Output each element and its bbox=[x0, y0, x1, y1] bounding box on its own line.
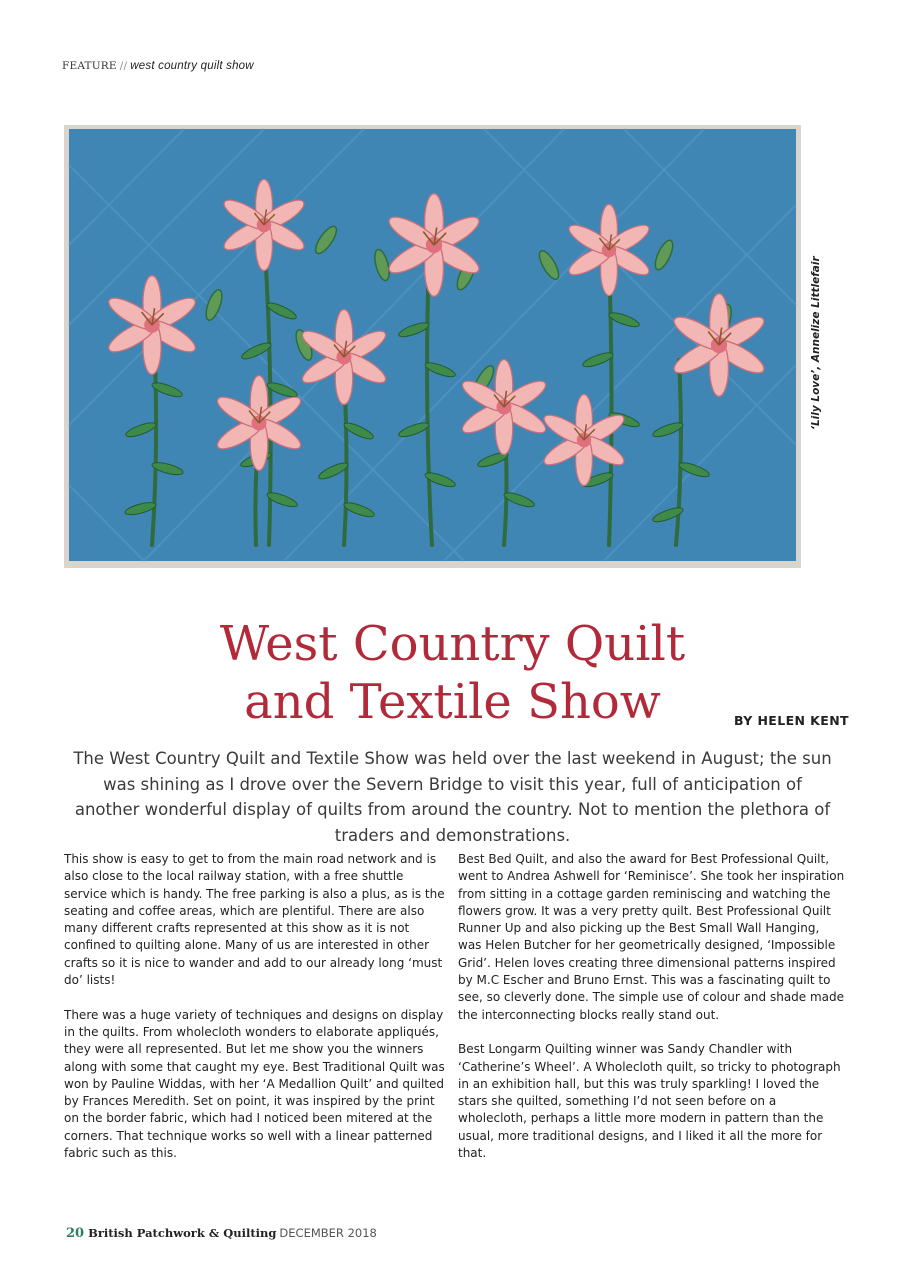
byline: BY HELEN KENT bbox=[734, 713, 849, 728]
body-paragraph: Best Bed Quilt, and also the award for Best Professional Quilt, went to Andrea Ashwell for ‘Reminisce’. She took her inspiration from sitting in a cottage garden reminiscing and watching the flowers grow. It was a very pretty quilt. Best Professional Quilt Runner Up and also picking up the Best Small Wall Hanging, was Helen Butcher for her geometrically designed, ‘Impossible Grid’. Helen loves creating three dimensional patterns inspired by M.C Escher and Bruno Ernst. This was a fascinating quilt to see, so cleverly done. The simple use of colour and shade made the interconnecting blocks really stand out. bbox=[458, 852, 845, 1022]
article-title-line2: and Textile Show bbox=[244, 674, 661, 730]
page-number: 20 bbox=[66, 1226, 85, 1241]
page-footer bbox=[66, 1224, 377, 1242]
header-section: west country quilt show bbox=[130, 60, 254, 72]
body-paragraph: This show is easy to get to from the main road network and is also close to the local railway station, with a free shuttle service which is handy. The free parking is also a plus, as is the seating and coffee areas, which are plentiful. There are also many different crafts represented at this show as it is not confined to quilting alone. Many of us are interested in other crafts so it is nice to wander and add to our already long ‘must do’ lists! bbox=[64, 852, 445, 988]
body-column-right bbox=[458, 851, 846, 1180]
issue-date: DECEMBER 2018 bbox=[279, 1226, 377, 1240]
header-label: FEATURE bbox=[62, 60, 117, 72]
body-paragraph: There was a huge variety of techniques and designs on display in the quilts. From wholecloth wonders to elaborate appliqués, they were all represented. But let me show you the winners along with some that caught my eye. Best Traditional Quilt was won by Pauline Widdas, with her ‘A Medallion Quilt’ and quilted by Frances Meredith. Set on point, it was inspired by the print on the border fabric, which had I noticed been mitered at the corners. That technique works so well with a linear patterned fabric such as this. bbox=[64, 1007, 445, 1161]
header-separator: // bbox=[119, 60, 128, 72]
running-header bbox=[62, 60, 254, 72]
article-title-line1: West Country Quilt bbox=[219, 616, 686, 672]
body-column-left bbox=[64, 851, 448, 1180]
photo-credit: ‘Lily Love’, Annelize Littlefair bbox=[810, 256, 822, 430]
quilt-photo bbox=[64, 125, 801, 568]
standfirst: The West Country Quilt and Textile Show was held over the last weekend in August; the sun was shining as I drove over the Severn Bridge to visit this year, full of anticipation of another wonderful display of quilts from around the country. Not to mention the plethora of traders and demonstrations. bbox=[73, 749, 832, 845]
magazine-name: British Patchwork & Quilting bbox=[88, 1226, 277, 1240]
article-title bbox=[200, 615, 705, 731]
quilt-illustration bbox=[64, 125, 801, 568]
body-paragraph: Best Longarm Quilting winner was Sandy Chandler with ‘Catherine’s Wheel’. A Wholecloth quilt, so tricky to photograph in an exhibition hall, but this was truly sparkling! I loved the stars she quilted, something I’d not seen before on a wholecloth, perhaps a little more modern in pattern than the usual, more traditional designs, and I liked it all the more for that. bbox=[458, 1042, 841, 1161]
